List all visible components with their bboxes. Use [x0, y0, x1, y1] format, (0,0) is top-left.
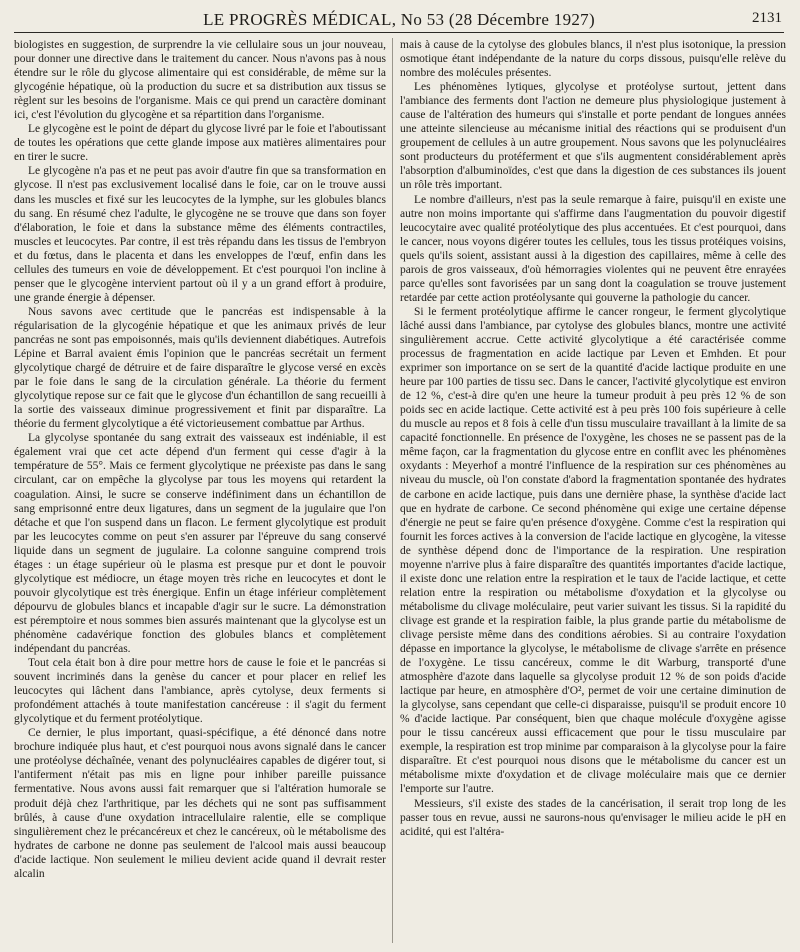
page-number: 2131: [752, 10, 782, 26]
journal-title: LE PROGRÈS MÉDICAL, No 53 (28 Décembre 1927): [203, 10, 595, 29]
paragraph: Ce dernier, le plus important, quasi-spécifique, a été dénoncé dans notre brochure indiquée plus haut, et c'est pourquoi nous avons signalé dans le cancer une protéolyse déchaînée, venant des polynucléaires capables de digérer tout, si l'antiferment n'était pas mis en ligne pour inhiber pareille puissance fermentative. Nous avons aussi fait remarquer que si l'altération humorale se produit déjà chez l'arthritique, par les déchets qui ne sont pas suffisamment brûlés, à cause d'une oxydation intracellulaire ralentie, elle se complique singulièrement chez le précancéreux et chez le cancéreux, où le métabolisme des hydrates de carbone ne donne pas seulement de l'alcool mais aussi beaucoup d'acide lactique. Non seulement le milieu devient acide quand il devrait rester alcalin: [14, 727, 386, 880]
paragraph: Le nombre d'ailleurs, n'est pas la seule remarque à faire, puisqu'il en existe une autre non moins importante qui s'affirme dans l'augmentation du pouvoir digestif leucocytaire avec qualité protéolytique des plus accentuées. Et c'est pourquoi, dans le cancer, nous voyons digérer toutes les cellules, tous les tissus protéiques voisins, quels qu'ils soient, assistant aussi à la digestion des capillaires, même à celle des parois de gros vaisseaux, d'où hémorragies violentes qui ne peuvent être enrayées parce qu'elles sont favorisées par un sang dont la coagulation se trouve justement retardée par cette action protéolysante qui gouverne la pathologie du cancer.: [400, 193, 786, 304]
paragraph: Les phénomènes lytiques, glycolyse et protéolyse surtout, jettent dans l'ambiance des ferments dont l'action ne demeure plus physiologique justement à cause de l'altération des humeurs qui s'installe et porte pendant de longues années une atteinte silencieuse au mécanisme initial des réactions qui se produisent d'un groupement de cellules à un autre groupement. Nous savons que les polynucléaires sont producteurs du protéferment et que s'ils augmentent considérablement après l'absorption d'albuminoïdes, c'est que dans la digestion de ces substances ils jouent un rôle très important.: [400, 81, 786, 192]
paragraph: Nous savons avec certitude que le pancréas est indispensable à la régularisation de la glycogénie hépatique et que les animaux privés de leur pancréas ne sont pas empoisonnés, mais qu'ils deviennent diabétiques. Autrefois Lépine et Barral avaient émis l'opinion que le pancréas secrétait un ferment glycolytique chargé de détruire et de faire disparaître le glycose versé en excès par le foie dans le sang de la circulation générale. La théorie du ferment glycolytique repose sur ce fait que le glycose d'un échantillon de sang recueilli à la sortie des vaisseaux diminue progressivement et finit par disparaître. La théorie du ferment glycolytique a été victorieusement combattue par Arthus.: [14, 305, 386, 431]
right-column: [400, 38, 786, 839]
paragraph: Si le ferment protéolytique affirme le cancer rongeur, le ferment glycolytique lâché aussi dans l'ambiance, par cytolyse des globules blancs, montre une activité singulièrement accrue. Cette activité glycolytique a été caractérisée comme processus de fragmentation en acide lactique par Leven et Emhden. Et pour exprimer son importance on se sert de la quantité d'acide lactique produite en une heure par 100 parties de tissu sec. Dans le cancer, l'activité glycolytique est environ de 12 %, c'est-à dire qu'en une heure la tumeur produit à peu près 12 % de son poids sec en acide lactique. Cette activité est à peu près 100 fois supérieure à celle du muscle au repos et 8 fois à celle d'un tissu musculaire travaillant à la limite de sa capacité fonctionnelle. En présence de l'oxygène, les choses ne se passent pas de la même façon, car la fragmentation du glycose entre en conflit avec les phénomènes oxydants : Meyerhof a montré l'influence de la respiration sur ces phénomènes au niveau du muscle, où l'on constate d'abord la fragmentation spontanée des hydrates de carbone en acide lactique, puis dans une dernière phase, la synthèse d'acide lact que en hydrate de carbone. Ce second phénomène qui exige une certaine dépense d'énergie ne peut se faire qu'en présence d'oxygène. Comme c'est la respiration qui fournit les forces actives à la conversion de l'acide lactique en glycogène, la vitesse de synthèse dépend donc de l'importance de la respiration. Une respiration moyenne n'arrive plus à faire disparaître des quantités importantes d'acide lactique, il existe donc une relation entre la respiration et le taux de l'acide lactique, et cette relation entre la respiration ou métabolisme d'oxydation et la glycolyse ou métabolisme du clivage moléculaire, peut varier suivant les tissus. Si la rapidité du clivage est grande et la respiration faible, la plus grande partie du métabolisme de clivage persiste même dans des conditions aérobies. Si au contraire l'oxydation dépasse en importance la glycolyse, le métabolisme de clivage s'arrête en présence de l'oxygène. Le tissu cancéreux, comme le dit Warburg, transporté d'une atmosphère d'azote dans laquelle sa glycolyse produit 12 % de son poids d'acide lactique par heure, en atmosphère d'O², permet de voir une certaine diminution de la glycolyse, sans cependant que celle-ci disparaisse, puisqu'il se produit encore 10 % d'acide lactique. Par conséquent, bien que chaque molécule d'oxygène agisse pour le tissu cancéreux aussi efficacement que pour le tissu musculaire par exemple, la respiration est trop minime par comparaison à la glycolyse pour la faire disparaître. Et c'est pourquoi nous disons que le métabolisme du cancer est un métabolisme mixte d'oxydation et de clivage moléculaire mais que ce dernier l'emporte sur l'autre.: [400, 305, 786, 796]
left-column: [14, 38, 386, 881]
paragraph: Messieurs, s'il existe des stades de la cancérisation, il serait trop long de les passer tous en revue, aussi ne saurons-nous qu'envisager le milieu acide le pH en acidité, qui est l'altéra-: [400, 797, 786, 838]
paragraph: Le glycogène est le point de départ du glycose livré par le foie et l'aboutissant de toutes les opérations que cette glande impose aux matières alimentaires pour en tirer le sucre.: [14, 123, 386, 164]
paragraph: Le glycogène n'a pas et ne peut pas avoir d'autre fin que sa transformation en glycose. Il n'est pas exclusivement localisé dans le foie, car on le trouve aussi dans les muscles et fixé sur les leucocytes de la lymphe, sur les globules blancs du sang. En résumé chez l'adulte, le glycogène ne se trouve que dans son foyer d'élaboration, le foie et dans la substance même des éléments contractiles, muscles et leucocytes. Par contre, il est très répandu dans les tissus de l'embryon et du fœtus, dans le placenta et dans les enveloppes de l'œuf, enfin dans les cellules des tumeurs en voie de développement. Et c'est pourquoi l'on incline à penser que le glycogène intervient partout où il y a un grand effort à produire, une grande énergie à dépenser.: [14, 165, 386, 304]
paragraph: Tout cela était bon à dire pour mettre hors de cause le foie et le pancréas si souvent incriminés dans la genèse du cancer et pour placer en relief les leucocytes qui lâchent dans l'ambiance, après cytolyse, deux ferments si profondément attachés à toute manifestation cancéreuse : il s'agit du ferment glycolytique et du ferment protéolytique.: [14, 657, 386, 726]
paragraph: biologistes en suggestion, de surprendre la vie cellulaire sous un jour nouveau, pour donner une directive dans le traitement du cancer. Nous n'avons pas à nous étendre sur le rôle du glycose alimentaire qui est considérable, de même sur la glycogénie hépatique, où la production du sucre et sa distribution aux tissus se règlent sur les besoins de l'organisme. Mais ce qui prend un caractère dominant ici, c'est l'évolution du glycogène et sa répartition dans l'organisme.: [14, 39, 386, 122]
column-divider: [392, 38, 393, 943]
running-header: [14, 6, 784, 33]
paragraph: La glycolyse spontanée du sang extrait des vaisseaux est indéniable, il est également vrai que cet acte dépend d'un ferment qui cesse d'agir à la température de 55°. Mais ce ferment glycolytique ne préexiste pas dans le sang circulant, car on empêche la glycolyse par tous les moyens qui retardent la coagulation. Ainsi, le sucre se conserve indéfiniment dans un échantillon de sang emprisonné entre deux ligatures, dans un segment de la jugulaire que l'on détache et que l'on suspend dans un flacon. Le ferment glycolytique est produit par les leucocytes comme on peut s'en assurer par l'épreuve du sang conservé liquide dans un segment de jugulaire. La colonne sanguine comprend trois étages : un étage supérieur où le plasma est presque pur et dont le pouvoir glycolytique est médiocre, un étage moyen très riche en leucocytes et dont le pouvoir glycolytique est très énergique. Enfin un étage inférieur complètement dépourvu de globules blancs et incapable d'agir sur le sucre. La démonstration est péremptoire et nous sommes bien assurés maintenant que la glycolyse est un phénomène cadavérique fonction des globules blancs et complètement indépendant du pancréas.: [14, 432, 386, 656]
paragraph: mais à cause de la cytolyse des globules blancs, il n'est plus isotonique, la pression osmotique étant indépendante de la nature du corps dissous, puisqu'elle relève du nombre des molécules présentes.: [400, 39, 786, 80]
